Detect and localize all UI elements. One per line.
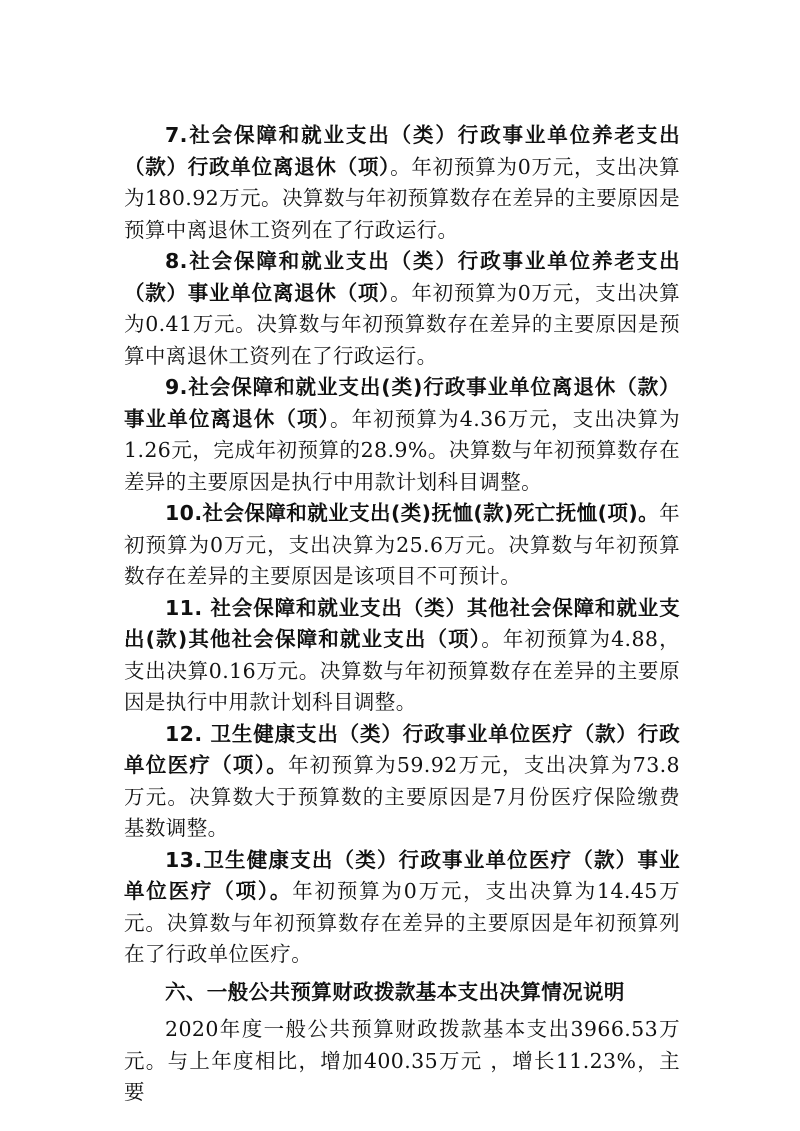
item-10-text: 年初预算为0万元，支出决算为25.6万元。决算数与年初预算数存在差异的主要原因是该项目不可预计。 bbox=[124, 501, 680, 588]
item-7-heading: 7.社会保障和就业支出（类）行政事业单位养老支出（款）行政单位离退休（项） bbox=[124, 123, 680, 179]
item-8-paragraph bbox=[124, 246, 680, 372]
item-8-text: 。年初预算为0万元，支出决算为0.41万元。决算数与年初预算数存在差异的主要原因是预算中离退休工资列在了行政运行。 bbox=[124, 280, 680, 368]
item-13-paragraph bbox=[124, 845, 680, 971]
item-11-heading: 11. 社会保障和就业支出（类）其他社会保障和就业支出(款)其他社会保障和就业支出（项） bbox=[124, 595, 680, 651]
item-13-heading: 13.卫生健康支出（类）行政事业单位医疗（款）事业单位医疗（项）。 bbox=[124, 847, 680, 903]
section-six-heading: 六、一般公共预算财政拨款基本支出决算情况说明 bbox=[165, 979, 625, 1004]
item-10-heading: 10.社会保障和就业支出(类)抚恤(款)死亡抚恤(项)。 bbox=[165, 501, 660, 525]
item-12-text: 年初预算为59.92万元，支出决算为73.8万元。决算数大于预算数的主要原因是7月份医疗保险缴费基数调整。 bbox=[124, 753, 680, 840]
item-12-paragraph bbox=[124, 719, 680, 845]
item-11-paragraph bbox=[124, 593, 680, 719]
item-12-heading: 12. 卫生健康支出（类）行政事业单位医疗（款）行政单位医疗（项）。 bbox=[124, 721, 680, 777]
item-10-paragraph bbox=[124, 498, 680, 593]
item-9-paragraph bbox=[124, 372, 680, 498]
item-9-text: 。年初预算为4.36万元，支出决算为1.26元，完成年初预算的28.9%。决算数与年初预算数存在差异的主要原因是执行中用款计划科目调整。 bbox=[124, 406, 681, 494]
item-7-paragraph bbox=[124, 120, 680, 246]
item-9-heading: 9.社会保障和就业支出(类)行政事业单位离退休（款）事业单位离退休（项） bbox=[124, 375, 680, 431]
item-13-text: 年初预算为0万元，支出决算为14.45万元。决算数与年初预算数存在差异的主要原因是年初预算列在了行政单位医疗。 bbox=[124, 879, 681, 966]
section-six-paragraph: 2020年度一般公共预算财政拨款基本支出3966.53万元。与上年度相比，增加400.35万元 ，增长11.23%，主要 bbox=[124, 1017, 680, 1104]
item-8-heading: 8.社会保障和就业支出（类）行政事业单位养老支出（款）事业单位离退休（项） bbox=[124, 249, 680, 305]
document-body bbox=[124, 120, 680, 1109]
item-11-text: 。年初预算为4.88，支出决算0.16万元。决算数与年初预算数存在差异的主要原因是执行中用款计划科目调整。 bbox=[124, 627, 681, 714]
item-7-text: 。年初预算为0万元，支出决算为180.92万元。决算数与年初预算数存在差异的主要原因是预算中离退休工资列在了行政运行。 bbox=[124, 154, 680, 242]
